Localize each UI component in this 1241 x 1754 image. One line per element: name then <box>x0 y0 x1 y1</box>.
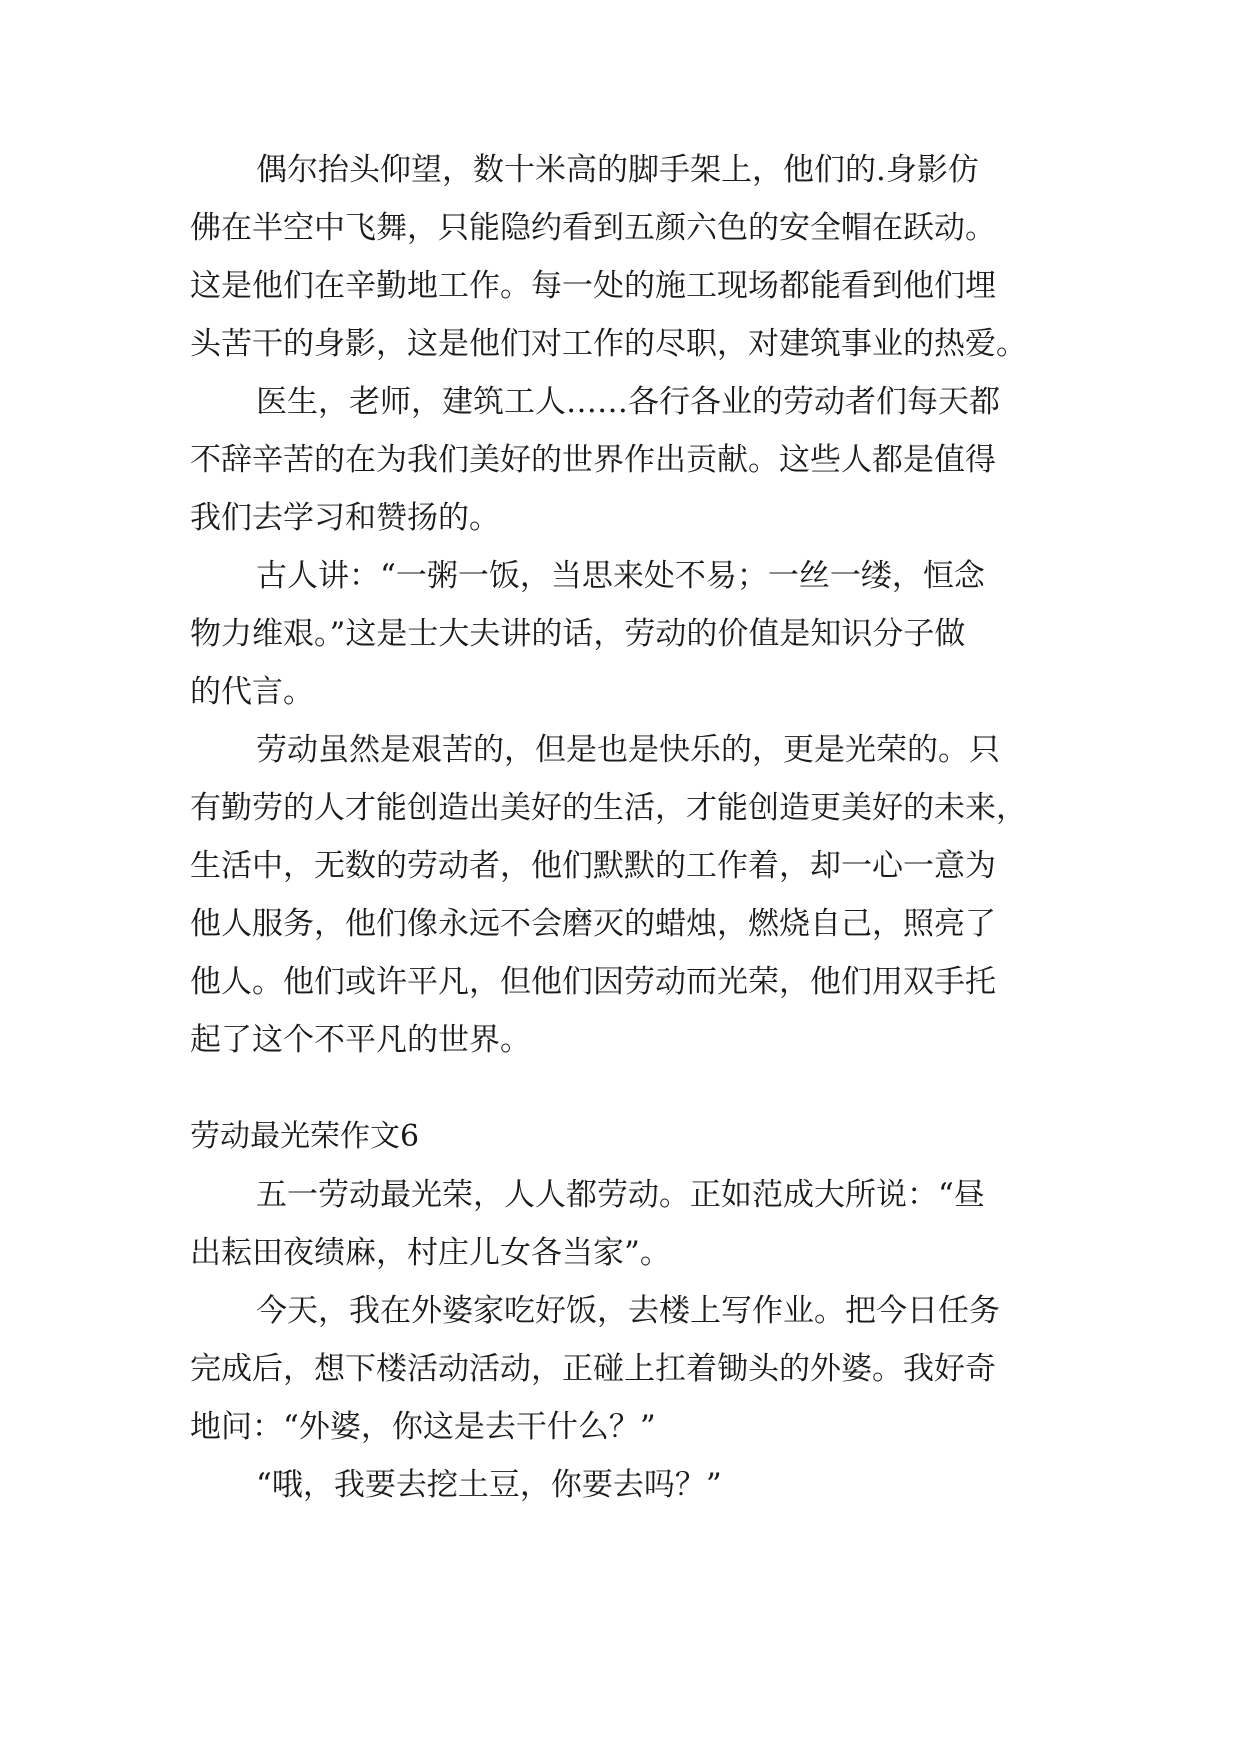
document-page <box>190 0 1060 1754</box>
text-line: 今天，我在外婆家吃好饭，去楼上写作业。把今日任务 <box>256 1293 1000 1329</box>
text-line: 这是他们在辛勤地工作。每一处的施工现场都能看到他们埋 <box>190 268 996 304</box>
text-line: 的代言。 <box>190 674 314 710</box>
section-title: 劳动最光荣作文6 <box>190 1119 420 1154</box>
text-line: 起了这个不平凡的世界。 <box>190 1022 531 1058</box>
text-line: 有勤劳的人才能创造出美好的生活，才能创造更美好的未来， <box>190 790 1027 826</box>
text-line: 五一劳动最光荣，人人都劳动。正如范成大所说：“昼 <box>256 1177 985 1213</box>
text-line: 劳动虽然是艰苦的，但是也是快乐的，更是光荣的。只 <box>256 732 1000 768</box>
text-line: 医生，老师，建筑工人……各行各业的劳动者们每天都 <box>256 384 1000 420</box>
text-line: 他人。他们或许平凡，但他们因劳动而光荣，他们用双手托 <box>190 964 996 1000</box>
text-line: 地问：“外婆，你这是去干什么？” <box>190 1409 656 1445</box>
text-line: 古人讲：“一粥一饭，当思来处不易；一丝一缕，恒念 <box>256 558 985 594</box>
text-line: 生活中，无数的劳动者，他们默默的工作着，却一心一意为 <box>190 848 996 884</box>
text-line: 完成后，想下楼活动活动，正碰上扛着锄头的外婆。我好奇 <box>190 1351 996 1387</box>
text-line: 佛在半空中飞舞，只能隐约看到五颜六色的安全帽在跃动。 <box>190 210 996 246</box>
text-line: 他人服务，他们像永远不会磨灭的蜡烛，燃烧自己，照亮了 <box>190 906 996 942</box>
text-line: “哦，我要去挖土豆，你要去吗？” <box>256 1467 722 1503</box>
text-line: 不辞辛苦的在为我们美好的世界作出贡献。这些人都是值得 <box>190 442 996 478</box>
text-line: 头苦干的身影，这是他们对工作的尽职，对建筑事业的热爱。 <box>190 326 1027 362</box>
text-line: 我们去学习和赞扬的。 <box>190 500 500 536</box>
text-line: 偶尔抬头仰望，数十米高的脚手架上，他们的.身影仿 <box>256 152 979 188</box>
text-line: 物力维艰。”这是士大夫讲的话，劳动的价值是知识分子做 <box>190 616 966 652</box>
text-line: 出耘田夜绩麻，村庄儿女各当家”。 <box>190 1235 671 1271</box>
